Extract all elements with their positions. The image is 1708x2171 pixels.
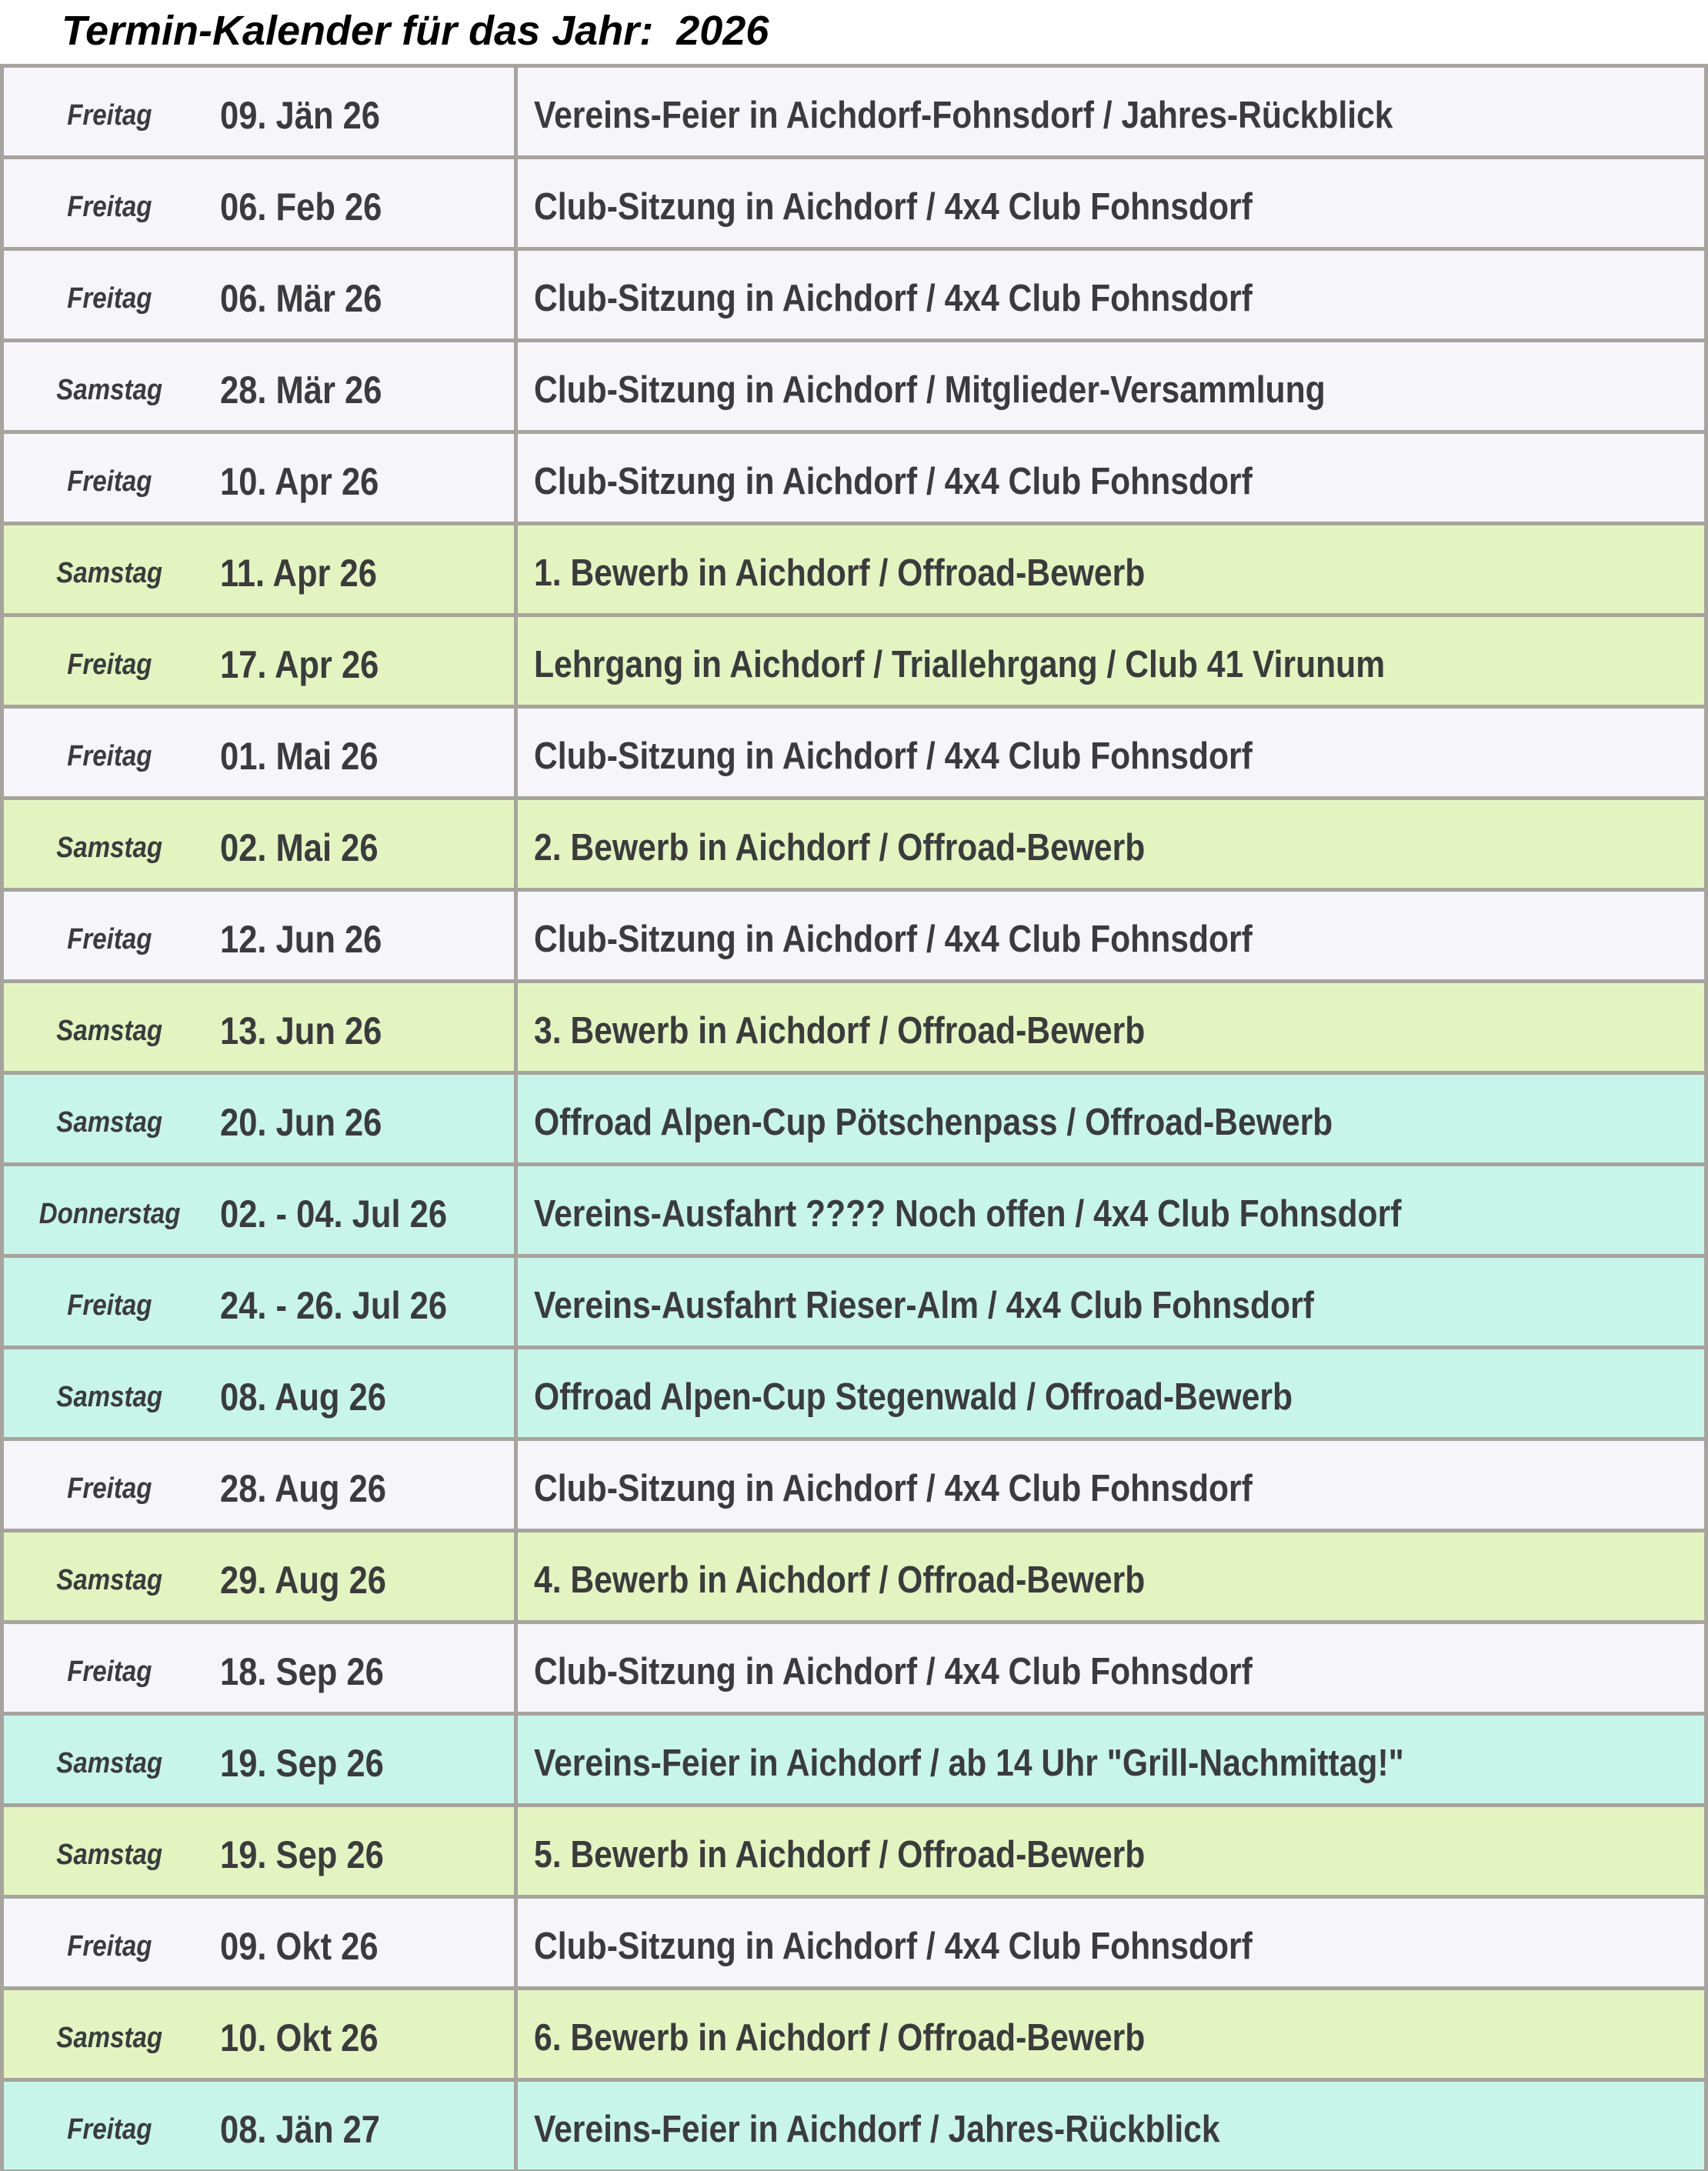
event-label: Offroad Alpen-Cup Pötschenpass / Offroad-Bewerb <box>534 1102 1333 1144</box>
event-label: 3. Bewerb in Aichdorf / Offroad-Bewerb <box>534 1010 1146 1052</box>
event-cell <box>518 525 1704 613</box>
weekday-label: Samstag <box>56 1014 163 1047</box>
date-cell <box>4 1716 514 1803</box>
event-label: Club-Sitzung in Aichdorf / Mitglieder-Versammlung <box>534 369 1326 412</box>
event-cell <box>518 1258 1704 1346</box>
date-cell <box>4 617 514 705</box>
event-cell <box>518 617 1704 705</box>
event-cell <box>518 1532 1704 1620</box>
date-label: 13. Jun 26 <box>220 1009 382 1053</box>
date-label: 02. - 04. Jul 26 <box>220 1192 448 1236</box>
weekday-label: Freitag <box>67 648 152 681</box>
event-label: 4. Bewerb in Aichdorf / Offroad-Bewerb <box>534 1559 1146 1602</box>
event-cell <box>518 709 1704 796</box>
event-label: Vereins-Feier in Aichdorf / Jahres-Rückblick <box>534 2109 1220 2151</box>
event-label: 2. Bewerb in Aichdorf / Offroad-Bewerb <box>534 827 1146 869</box>
event-cell <box>518 251 1704 338</box>
event-label: Vereins-Feier in Aichdorf / ab 14 Uhr "Grill-Nachmittag!" <box>534 1742 1404 1785</box>
event-cell <box>518 983 1704 1071</box>
weekday-label: Freitag <box>67 1289 152 1322</box>
date-cell <box>4 525 514 613</box>
event-cell <box>518 434 1704 522</box>
date-label: 28. Aug 26 <box>220 1467 386 1511</box>
calendar-table <box>0 64 1708 2171</box>
weekday-label: Donnerstag <box>38 1197 181 1230</box>
weekday-label: Freitag <box>67 190 152 223</box>
date-label: 19. Sep 26 <box>220 1833 384 1877</box>
event-cell <box>518 1441 1704 1529</box>
date-label: 02. Mai 26 <box>220 826 379 870</box>
event-label: Club-Sitzung in Aichdorf / 4x4 Club Fohnsdorf <box>534 1468 1253 1510</box>
weekday-label: Freitag <box>67 1929 152 1963</box>
event-label: Club-Sitzung in Aichdorf / 4x4 Club Fohnsdorf <box>534 1926 1253 1968</box>
weekday-label: Freitag <box>67 1472 152 1505</box>
date-cell <box>4 2082 514 2169</box>
weekday-label: Samstag <box>56 1746 163 1779</box>
date-label: 20. Jun 26 <box>220 1101 382 1145</box>
date-label: 28. Mär 26 <box>220 369 382 412</box>
date-cell <box>4 1624 514 1712</box>
date-label: 09. Okt 26 <box>220 1925 379 1969</box>
weekday-label: Samstag <box>56 1380 163 1413</box>
date-cell <box>4 892 514 979</box>
date-label: 01. Mai 26 <box>220 735 379 779</box>
date-cell <box>4 1899 514 1986</box>
date-cell <box>4 709 514 796</box>
weekday-label: Freitag <box>67 465 152 498</box>
event-label: Vereins-Ausfahrt Rieser-Alm / 4x4 Club Fohnsdorf <box>534 1285 1314 1327</box>
event-cell <box>518 1075 1704 1162</box>
date-cell <box>4 1349 514 1437</box>
date-cell <box>4 434 514 522</box>
event-label: 6. Bewerb in Aichdorf / Offroad-Bewerb <box>534 2017 1146 2059</box>
event-cell <box>518 1807 1704 1895</box>
weekday-label: Freitag <box>67 1655 152 1688</box>
weekday-label: Freitag <box>67 2113 152 2146</box>
event-cell <box>518 68 1704 155</box>
date-cell <box>4 1532 514 1620</box>
event-cell <box>518 159 1704 247</box>
date-cell <box>4 1258 514 1346</box>
weekday-label: Samstag <box>56 556 163 589</box>
event-cell <box>518 342 1704 430</box>
date-cell <box>4 159 514 247</box>
event-label: Offroad Alpen-Cup Stegenwald / Offroad-Bewerb <box>534 1376 1293 1419</box>
event-cell <box>518 800 1704 888</box>
weekday-label: Freitag <box>67 922 152 955</box>
date-cell <box>4 1441 514 1529</box>
event-label: Club-Sitzung in Aichdorf / 4x4 Club Fohnsdorf <box>534 461 1253 503</box>
weekday-label: Samstag <box>56 1838 163 1871</box>
event-label: Club-Sitzung in Aichdorf / 4x4 Club Fohnsdorf <box>534 278 1253 320</box>
date-label: 09. Jän 26 <box>220 94 380 138</box>
date-cell <box>4 1166 514 1254</box>
date-cell <box>4 68 514 155</box>
event-cell <box>518 1990 1704 2078</box>
date-label: 10. Apr 26 <box>220 460 379 504</box>
date-label: 12. Jun 26 <box>220 918 382 962</box>
date-cell <box>4 800 514 888</box>
weekday-label: Freitag <box>67 282 152 315</box>
date-label: 06. Mär 26 <box>220 277 382 321</box>
date-label: 06. Feb 26 <box>220 185 382 229</box>
event-label: Vereins-Feier in Aichdorf-Fohnsdorf / Jahres-Rückblick <box>534 95 1393 137</box>
event-label: Vereins-Ausfahrt ???? Noch offen / 4x4 Club Fohnsdorf <box>534 1193 1402 1236</box>
weekday-label: Samstag <box>56 1106 163 1139</box>
date-label: 17. Apr 26 <box>220 643 379 687</box>
event-label: Club-Sitzung in Aichdorf / 4x4 Club Fohnsdorf <box>534 186 1253 228</box>
weekday-label: Samstag <box>56 1563 163 1596</box>
event-label: Club-Sitzung in Aichdorf / 4x4 Club Fohnsdorf <box>534 1651 1253 1693</box>
event-cell <box>518 2082 1704 2169</box>
event-cell <box>518 1166 1704 1254</box>
event-cell <box>518 1716 1704 1803</box>
event-label: Lehrgang in Aichdorf / Triallehrgang / Club 41 Virunum <box>534 644 1386 686</box>
event-cell <box>518 892 1704 979</box>
event-label: 5. Bewerb in Aichdorf / Offroad-Bewerb <box>534 1834 1146 1876</box>
date-cell <box>4 1075 514 1162</box>
weekday-label: Samstag <box>56 2021 163 2054</box>
date-label: 10. Okt 26 <box>220 2016 379 2060</box>
date-cell <box>4 251 514 338</box>
date-cell <box>4 1807 514 1895</box>
date-label: 18. Sep 26 <box>220 1650 384 1694</box>
event-cell <box>518 1349 1704 1437</box>
weekday-label: Freitag <box>67 739 152 772</box>
date-cell <box>4 342 514 430</box>
date-label: 11. Apr 26 <box>220 552 377 595</box>
date-label: 24. - 26. Jul 26 <box>220 1284 448 1328</box>
weekday-label: Samstag <box>56 373 163 406</box>
date-cell <box>4 983 514 1071</box>
date-label: 19. Sep 26 <box>220 1742 384 1786</box>
weekday-label: Samstag <box>56 831 163 864</box>
date-cell <box>4 1990 514 2078</box>
event-label: Club-Sitzung in Aichdorf / 4x4 Club Fohnsdorf <box>534 919 1253 961</box>
event-cell <box>518 1899 1704 1986</box>
weekday-label: Freitag <box>67 98 152 132</box>
event-cell <box>518 1624 1704 1712</box>
date-label: 08. Aug 26 <box>220 1376 386 1419</box>
date-label: 29. Aug 26 <box>220 1559 386 1602</box>
page-title: Termin-Kalender für das Jahr: 2026 <box>62 8 769 54</box>
event-label: 1. Bewerb in Aichdorf / Offroad-Bewerb <box>534 552 1146 595</box>
date-label: 08. Jän 27 <box>220 2108 380 2152</box>
event-label: Club-Sitzung in Aichdorf / 4x4 Club Fohnsdorf <box>534 735 1253 778</box>
